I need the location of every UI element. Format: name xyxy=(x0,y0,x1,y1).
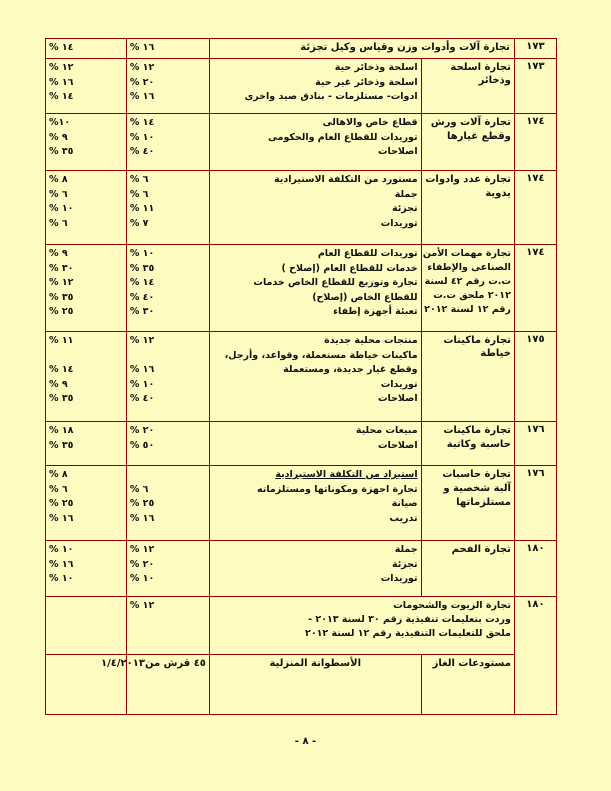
detail-line: تعبئة أجهزة إطفاء xyxy=(333,306,418,317)
rate-value: ١٠ % xyxy=(129,378,155,390)
rate-column-b xyxy=(46,39,127,59)
details-cell xyxy=(209,171,421,245)
row-number: ١٧٣ xyxy=(514,39,556,59)
detail-line: اصلاحات xyxy=(377,146,418,157)
rate-value: ٣٥ % xyxy=(49,439,74,451)
rate-value: ٩ % xyxy=(49,248,68,259)
detail-line: للقطاع الخاص (إصلاح) xyxy=(312,291,418,303)
activity-name: تجارة اسلحة وذخائر xyxy=(421,59,514,114)
row-number: ١٧٤ xyxy=(514,245,556,332)
rate-value: ١٤ % xyxy=(49,364,74,375)
detail-line: وقطع غيار جديدة، ومستعملة xyxy=(283,364,418,375)
details-cell xyxy=(209,245,421,332)
table-row xyxy=(46,59,557,114)
rate-value: ١٦ % xyxy=(129,364,155,375)
rate-value: ٢٠ % xyxy=(129,558,155,570)
detail-line: الأسطوانة المنزلية xyxy=(209,655,421,715)
rate-value: ٢٠ % xyxy=(129,76,155,88)
rate-column-a xyxy=(126,332,209,422)
rate-value: ١٤ % xyxy=(129,117,155,128)
table-row xyxy=(46,597,557,655)
rate-value: ٧ % xyxy=(129,217,149,229)
detail-line: توريدات xyxy=(380,573,418,584)
detail-line: وردت بتعليمات تنفيذية رقم ٣٠ لسنة ٢٠١٣ - xyxy=(308,614,511,625)
rate-value: ٦ % xyxy=(129,174,149,185)
activity-name: تجارة آلات وأدوات وزن وقياس وكيل تجزئة xyxy=(209,39,514,59)
row-number: ١٧٤ xyxy=(514,171,556,245)
rate-value: ٢٥ % xyxy=(49,306,74,317)
rate-value: ١٠ % xyxy=(129,248,155,259)
rate-value: ١١ % xyxy=(49,335,74,346)
rate-value: ٣٠ % xyxy=(49,262,74,274)
activity-name: تجارة ماكينات حاسبة وكاتبة xyxy=(421,422,514,466)
activity-line: تجارة مهمات الأمن xyxy=(422,248,511,259)
detail-line: اسلحة وذخائر غير حية xyxy=(315,76,418,88)
activity-name: تجارة الفحم xyxy=(421,541,514,597)
rate-column-a xyxy=(126,541,209,597)
page-number: - ٨ - xyxy=(294,736,317,747)
rate-value: ١٢ % xyxy=(129,335,155,346)
rate-value: ٩ % xyxy=(49,131,68,143)
activity-line: ٢٠١٢ ملحق ت.ت xyxy=(433,290,511,301)
rate-value: ٨ % xyxy=(49,174,68,185)
oils-details-cell xyxy=(209,597,514,655)
detail-line: خدمات للقطاع العام (إصلاح ) xyxy=(281,262,418,274)
detail-line: مبيعات محلية xyxy=(355,425,418,436)
detail-line: توريدات للقطاع العام xyxy=(317,248,418,259)
detail-line: تجارة اجهزة ومكوناتها ومستلزماته xyxy=(257,483,418,495)
rate-value: ٤٠ % xyxy=(129,146,155,157)
rate-column-b xyxy=(46,114,127,171)
rate-value: ٣٠ % xyxy=(129,306,155,317)
rate-value: ٣٥ % xyxy=(49,291,74,303)
rate-value: ١٢ % xyxy=(129,600,155,611)
rate-column-a xyxy=(126,245,209,332)
activity-name: تجارة حاسبات آلية شخصية و مستلزماتها xyxy=(421,466,514,541)
rate-column-a xyxy=(126,466,209,541)
rate-column-a xyxy=(126,39,209,59)
rate-value: ٦ % xyxy=(49,483,68,495)
details-cell xyxy=(209,59,421,114)
rate-value: ٤٥ قرش من١/٤/٢٠١٣ xyxy=(126,655,209,715)
rate-value: ٣٥ % xyxy=(129,262,155,274)
row-number: ١٧٣ xyxy=(514,59,556,114)
rate-value: ١٦ % xyxy=(49,558,74,570)
detail-line: اسلحة وذخائر حية xyxy=(334,62,418,73)
rate-column-a xyxy=(126,422,209,466)
detail-line: تجزئة xyxy=(391,203,418,214)
fees-table xyxy=(45,38,557,715)
rate-value: ٦ % xyxy=(49,217,68,229)
rate-value: ٦ % xyxy=(129,188,149,200)
rate-value: ١٢ % xyxy=(129,544,155,555)
table-row xyxy=(46,171,557,245)
rate-column-b xyxy=(46,59,127,114)
activity-name: مستودعات الغاز xyxy=(421,655,514,715)
rate-column-a xyxy=(126,597,209,655)
activity-line: الصناعى والإطفاء xyxy=(427,262,511,273)
row-number: ١٨٠ xyxy=(514,541,556,597)
details-cell xyxy=(209,422,421,466)
rate-value: ١٤ % xyxy=(49,42,74,53)
detail-line: جملة xyxy=(394,544,418,555)
table-row xyxy=(46,39,557,59)
rate-value: ١٢ % xyxy=(49,277,74,288)
rate-value: ١٠% xyxy=(49,117,71,128)
table-row xyxy=(46,541,557,597)
row-number: ١٨٠ xyxy=(514,597,556,715)
rate-value: ١٦ % xyxy=(129,512,155,524)
rate-value: ١٠ % xyxy=(129,573,155,584)
rate-column-b xyxy=(46,332,127,422)
rate-value: ٤٠ % xyxy=(129,291,155,303)
rate-value: ١٤ % xyxy=(49,91,74,102)
table-row xyxy=(46,466,557,541)
rate-value: ١٠ % xyxy=(49,203,74,214)
details-cell xyxy=(209,541,421,597)
rate-value: ١١ % xyxy=(129,203,155,214)
activity-line: ت.ت رقم ٤٢ لسنة xyxy=(424,276,511,287)
detail-line: ملحق للتعليمات التنفيذية رقم ١٢ لسنة ٢٠١٢ xyxy=(305,628,511,639)
detail-line: جملة xyxy=(394,188,418,200)
rate-value: ١٦ % xyxy=(49,76,74,88)
activity-name: تجارة ماكينات خياطة xyxy=(421,332,514,422)
table-row xyxy=(46,245,557,332)
rate-value: ٢٥ % xyxy=(129,498,155,509)
row-number: ١٧٥ xyxy=(514,332,556,422)
rate-value: ٢٥ % xyxy=(49,498,74,509)
rate-column-b xyxy=(46,541,127,597)
rate-column-b xyxy=(46,171,127,245)
rate-value: ٣٥ % xyxy=(49,146,74,157)
rate-column-a xyxy=(126,114,209,171)
detail-line: اصلاحات xyxy=(377,439,418,451)
rate-column-b xyxy=(46,245,127,332)
rate-column-b xyxy=(46,597,127,655)
rate-column-b xyxy=(46,466,127,541)
detail-line: تجارة وتوزيع للقطاع الخاص خدمات xyxy=(253,277,418,288)
rate-column-a xyxy=(126,59,209,114)
rate-value: ٤٠ % xyxy=(129,393,155,404)
table-row xyxy=(46,114,557,171)
detail-line: صيانة xyxy=(391,498,418,509)
activity-name xyxy=(421,245,514,332)
detail-line: قطاع خاص والاهالى xyxy=(322,117,418,128)
detail-line: توريدات للقطاع العام والحكومى xyxy=(267,131,418,143)
rate-value: ٥٠ % xyxy=(129,439,155,451)
row-number: ١٧٦ xyxy=(514,422,556,466)
row-number: ١٧٦ xyxy=(514,466,556,541)
rate-value: ١٢ % xyxy=(49,62,74,73)
details-cell xyxy=(209,332,421,422)
rate-value: ١٢ % xyxy=(129,62,155,73)
detail-line: تدريب xyxy=(389,512,418,524)
details-cell xyxy=(209,114,421,171)
rate-value: ١٤ % xyxy=(129,277,155,288)
rate-value: ٢٠ % xyxy=(129,425,155,436)
rate-value: ٣٥ % xyxy=(49,393,74,404)
detail-line: توريدات xyxy=(380,217,418,229)
rate-value: ١٠ % xyxy=(129,131,155,143)
activity-name: تجارة آلات ورش وقطع غيارها xyxy=(421,114,514,171)
rate-value: ١٦ % xyxy=(129,91,155,102)
rate-value: ٨ % xyxy=(49,469,68,480)
rate-value: ٩ % xyxy=(49,378,68,390)
detail-line: تجزئة xyxy=(391,558,418,570)
detail-line: ادوات- مستلزمات - بنادق صيد واخرى xyxy=(244,91,418,102)
rate-value: ٦ % xyxy=(49,188,68,200)
rate-value: ٦ % xyxy=(129,483,149,495)
table-row xyxy=(46,655,557,715)
detail-line: توريدات xyxy=(380,378,418,390)
rate-value: ١٦ % xyxy=(49,512,74,524)
table-row xyxy=(46,422,557,466)
detail-line: اصلاحات xyxy=(377,393,418,404)
detail-line: استيراد من التكلفة الاستيرادية xyxy=(275,469,418,480)
row-number: ١٧٤ xyxy=(514,114,556,171)
rate-value: ١٨ % xyxy=(49,425,74,436)
activity-line: رقم ١٢ لسنة ٢٠١٢ xyxy=(424,304,511,315)
activity-name: تجارة عدد وادوات يدوية xyxy=(421,171,514,245)
table-row xyxy=(46,332,557,422)
detail-line: منتجات محلية جديدة xyxy=(324,335,418,346)
rate-value: ١٠ % xyxy=(49,544,74,555)
detail-line: ماكينات خياطة مستعملة، وقواعد، وأرجل، xyxy=(224,349,418,361)
details-cell xyxy=(209,466,421,541)
rate-column-b xyxy=(46,422,127,466)
rate-column-a xyxy=(126,171,209,245)
detail-line: مستورد من التكلفة الاستيرادية xyxy=(274,174,418,185)
rate-value: ١٦ % xyxy=(129,42,155,53)
detail-line: تجارة الزيوت والشحومات xyxy=(393,600,511,611)
rate-value: ١٠ % xyxy=(49,573,74,584)
